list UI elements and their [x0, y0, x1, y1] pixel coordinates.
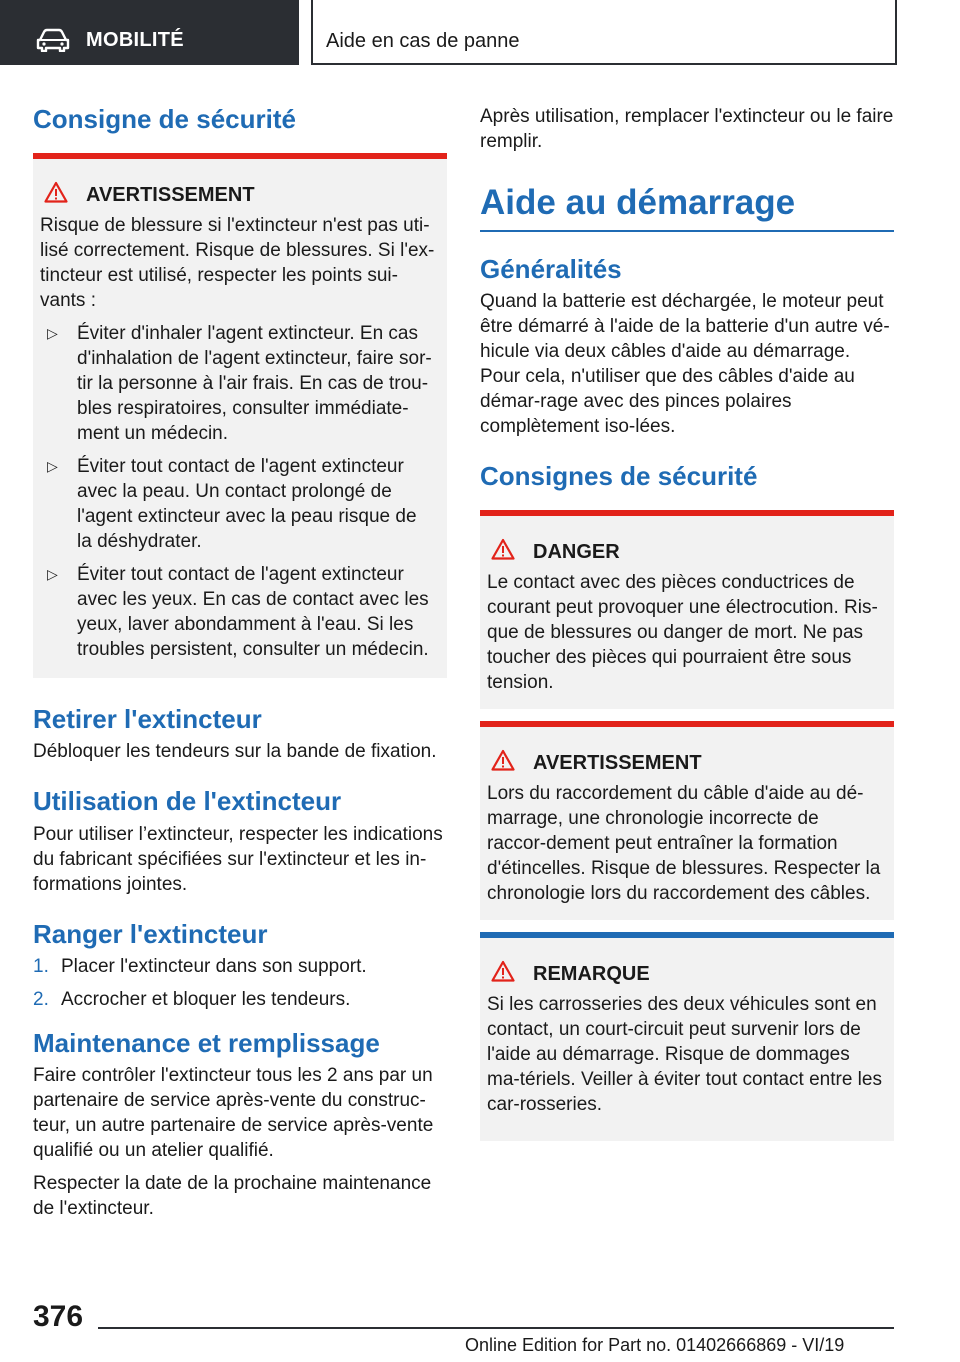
warning-header [44, 181, 435, 209]
heading-safety-notes: Consignes de sécurité [480, 461, 758, 492]
warning-list [40, 321, 435, 662]
heading-safety: Consigne de sécurité [33, 104, 296, 134]
store-steps [33, 954, 447, 1012]
left-column [33, 100, 447, 1221]
remove-text: Débloquer les tendeurs sur la bande de fixation. [33, 741, 437, 763]
danger-header [491, 538, 882, 566]
warning-triangle-icon [491, 538, 533, 566]
chapter-tab[interactable] [311, 0, 897, 65]
triangle-bullet-icon: ▷ [47, 325, 58, 342]
warning-header [491, 749, 882, 777]
list-item: ▷ Éviter tout contact de l'agent extincteur avec les yeux. En cas de contact avec les yeux, laver abondamment à l'eau. Si les troubles persistent, consulter un médecin. [47, 564, 429, 661]
chapter-label: Aide en cas de panne [326, 30, 520, 52]
heading-store: Ranger l'extincteur [33, 918, 268, 949]
note-text: Si les carrosseries des deux véhicules sont en contact, un court-circuit peut survenir lors de l'aide au démarrage. Risque de dommages ma-tériels. Veiller à éviter tout contact entre les car-rosseries. [487, 994, 882, 1116]
list-item: ▷ Éviter tout contact de l'agent extincteur avec la peau. Un contact prolongé de l'agent extincteur avec la peau risque de la déshydrater. [47, 456, 417, 553]
warning-text: Lors du raccordement du câble d'aide au dé-marrage, une chronologie incorrecte de raccor-dement peut entraîner la formation d'étincelles. Risque de blessures. Respecter la chronologie lors du raccordement des câbles. [487, 783, 881, 905]
note-title: REMARQUE [533, 962, 650, 985]
section-label: MOBILITÉ [86, 29, 184, 51]
heading-rule [480, 230, 894, 232]
edition-text: Online Edition for Part no. 01402666869 - VI/19 [465, 1335, 845, 1355]
heading-general: Généralités [480, 254, 622, 284]
warning-title: AVERTISSEMENT [86, 183, 255, 206]
triangle-bullet-icon: ▷ [47, 566, 58, 583]
page-number: 376 [33, 1300, 84, 1333]
use-text: Pour utiliser l’extincteur, respecter les indications du fabricant spécifiées sur l'extincteur et les in-formations jointes. [33, 823, 443, 895]
car-icon [36, 28, 70, 57]
list-item: 1. Placer l'extincteur dans son support. [33, 955, 367, 977]
warning-box [33, 153, 447, 678]
right-column [480, 100, 894, 1141]
heading-remove: Retirer l'extincteur [33, 704, 262, 735]
after-use-text: Après utilisation, remplacer l'extincteur ou le faire remplir. [480, 106, 894, 152]
maintenance-text-2: Respecter la date de la prochaine maintenance de l'extincteur. [33, 1172, 432, 1219]
note-box [480, 932, 894, 1141]
warning-triangle-icon [491, 960, 533, 988]
general-text: Quand la batterie est déchargée, le moteur peut être démarré à l'aide de la batterie d'un autre vé-hicule via deux câbles d'aide au démarrage. Pour cela, n'utiliser que des câbles d'aide au démar-rage avec des pinces polaires complètement iso-lées. [480, 291, 890, 438]
list-item: 2. Accrocher et bloquer les tendeurs. [33, 988, 351, 1010]
list-item: ▷ Éviter d'inhaler l'agent extincteur. En cas d'inhalation de l'agent extincteur, faire sor-tir la personne à l'air frais. En cas de trou-bles respiratoires, consulter immédiate-ment un médecin. [47, 323, 432, 445]
heading-jump-start: Aide au démarrage [480, 183, 796, 222]
warning-title: AVERTISSEMENT [533, 751, 702, 774]
danger-text: Le contact avec des pièces conductrices de courant peut provoquer une électrocution. Ris-que de blessures ou danger de mort. Ne pas toucher des pièces qui pourraient être sous tension. [487, 572, 878, 694]
maintenance-text-1: Faire contrôler l'extincteur tous les 2 ans par un partenaire de service après-vente du construc-teur, un autre partenaire de service après-vente qualifié ou un atelier qualifié. [33, 1064, 434, 1161]
warning-text: Risque de blessure si l'extincteur n'est pas uti-lisé correctement. Risque de blessures. Si l'ex-tincteur est utilisé, respecter les points sui-vants : [40, 215, 435, 312]
warning-triangle-icon [44, 181, 86, 209]
heading-use: Utilisation de l'extincteur [33, 786, 342, 817]
danger-box [480, 510, 894, 709]
heading-maintenance: Maintenance et remplissage [33, 1027, 380, 1058]
section-tab[interactable] [0, 0, 299, 65]
triangle-bullet-icon: ▷ [47, 458, 58, 475]
footer-rule [98, 1327, 894, 1329]
note-header [491, 960, 882, 988]
danger-title: DANGER [533, 540, 620, 563]
warning-box [480, 721, 894, 920]
warning-triangle-icon [491, 749, 533, 777]
